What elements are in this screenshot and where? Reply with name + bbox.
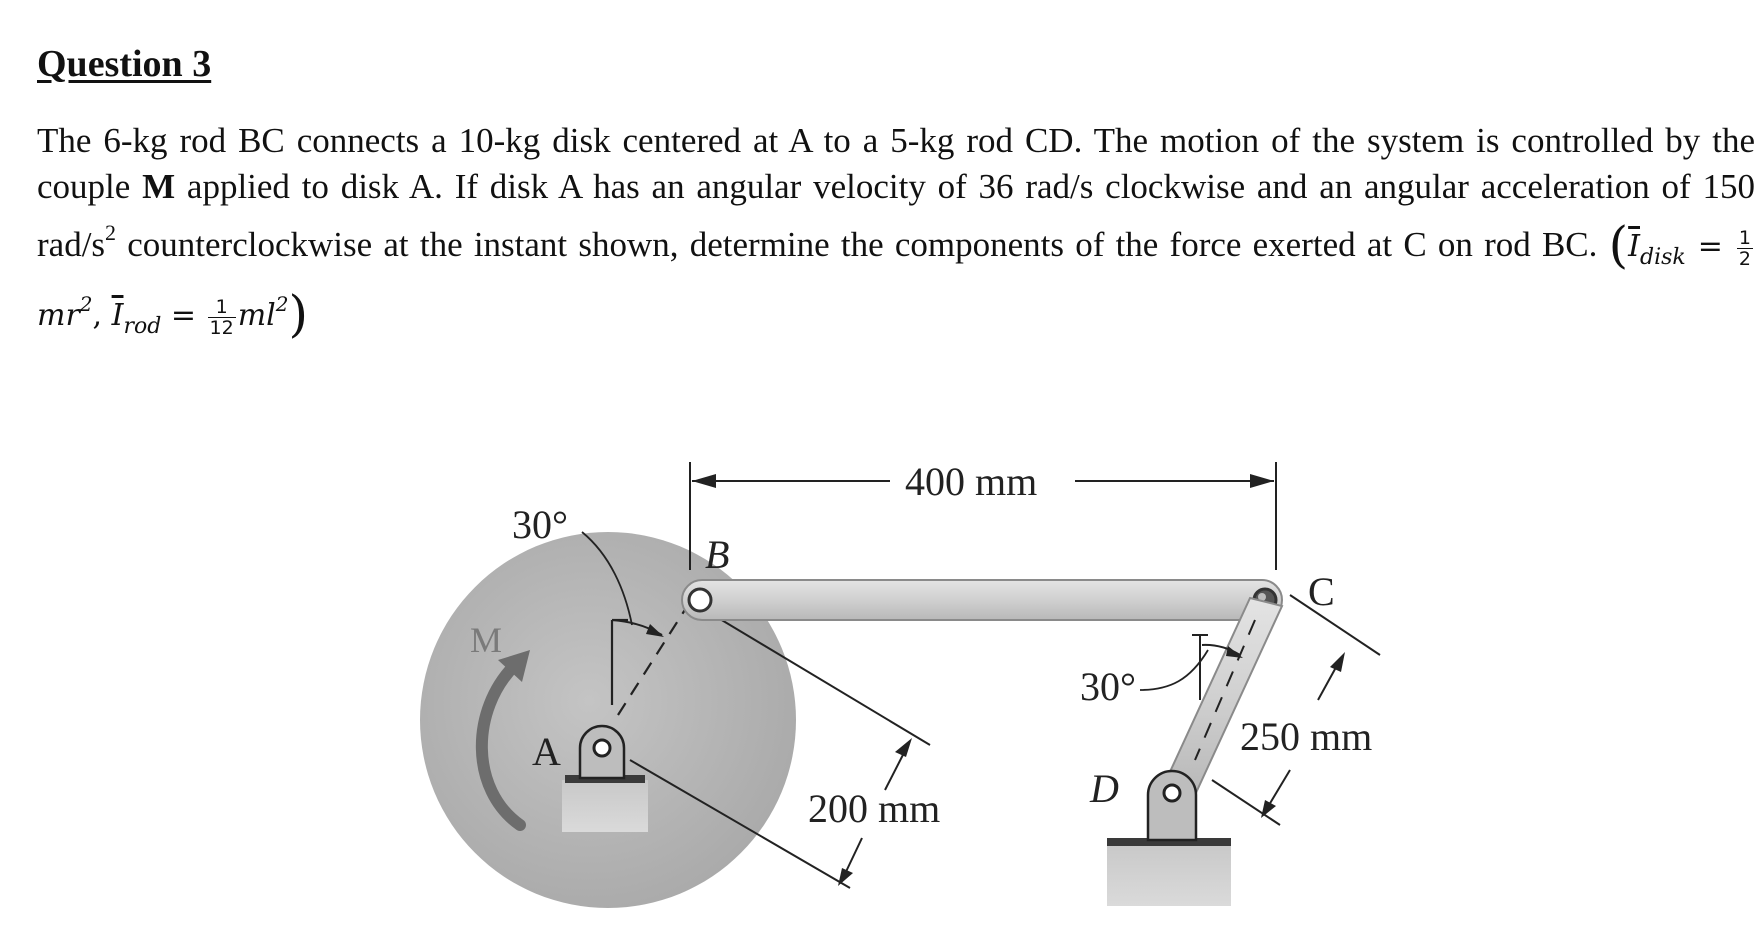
fraction-half-denominator: 2 [1738, 247, 1751, 270]
label-a: A [532, 729, 561, 774]
problem-text-3: counterclockwise at the instant shown, determine the components of the force exerted at C on rod BC. [116, 225, 1609, 264]
equals-sign-1: = [1685, 229, 1735, 264]
cd-dim-arrowhead-bottom-icon [1261, 800, 1276, 818]
cd-dim-arrowhead-top-icon [1330, 652, 1345, 672]
label-d: D [1090, 766, 1119, 811]
question-heading: Question 3 [37, 43, 212, 85]
open-paren: ( [1608, 216, 1629, 274]
pin-b [689, 589, 711, 611]
rod-subscript: rod [123, 314, 162, 339]
support-base-d [1107, 842, 1231, 906]
rod-cd [1163, 598, 1282, 795]
rod-exponent: 2 [275, 292, 289, 316]
label-dim-disk: 200 mm [808, 786, 941, 831]
label-dim-cd: 250 mm [1240, 714, 1373, 759]
problem-text-1: The 6-kg rod BC connects a 10-kg disk centered at A to a 5-kg rod CD. The motion of the system is controlled by the couple [37, 121, 1755, 206]
cd-dim-extension-top [1290, 595, 1380, 655]
pin-bracket-d [1148, 771, 1196, 840]
disk-dim-arrowhead-bottom-icon [838, 868, 853, 886]
disk-expression: mr [37, 298, 80, 333]
label-b: B [705, 532, 730, 577]
disk-inertia-symbol: $\overline{I}$ [1628, 229, 1640, 264]
disk-exponent: 2 [79, 292, 93, 316]
label-angle-rod: 30° [1080, 664, 1136, 709]
label-m: M [470, 620, 503, 660]
rod-angle-leader [1140, 650, 1208, 690]
pin-d [1164, 785, 1180, 801]
accel-exponent: 2 [105, 220, 117, 245]
problem-text-2: applied to disk A. If disk A has an angular velocity of 36 rad/s clockwise and an angular acceleration of 150 rad/s [37, 167, 1755, 264]
support-base-a [562, 780, 648, 832]
label-angle-disk: 30° [512, 502, 568, 547]
label-c: C [1308, 569, 1335, 614]
close-paren: ) [288, 285, 309, 343]
bc-dim-arrowhead-left-icon [692, 474, 716, 488]
pin-a [594, 740, 610, 756]
label-dim-bc: 400 mm [905, 459, 1038, 504]
bc-dim-arrowhead-right-icon [1250, 474, 1274, 488]
fraction-twelfth-denominator: 12 [209, 316, 234, 339]
fraction-twelfth-numerator: 1 [208, 297, 236, 318]
disk-subscript: disk [1640, 245, 1686, 270]
rod-expression: ml [237, 298, 276, 333]
rod-bc [682, 580, 1282, 620]
equals-sign-2: = [161, 298, 206, 333]
formula-separator: , [92, 298, 112, 333]
rod-inertia-symbol: $\overline{I}$ [111, 298, 124, 333]
fraction-half-numerator: 1 [1738, 226, 1751, 249]
couple-symbol: M [142, 167, 176, 206]
disk-dim-arrowhead-top-icon [895, 738, 912, 757]
